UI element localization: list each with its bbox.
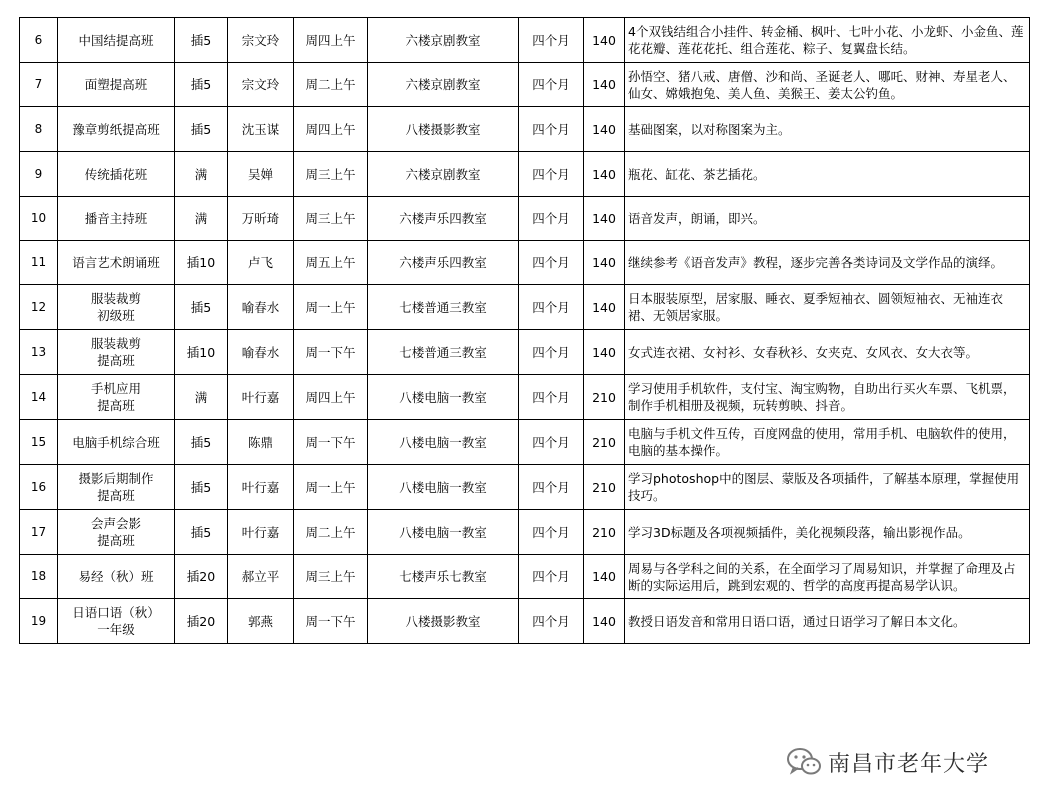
course-name-text: 服装裁剪 提高班: [90, 336, 141, 368]
teacher-name: 陈鼎: [228, 420, 294, 465]
classroom: 七楼普通三教室: [368, 330, 519, 375]
course-name-text: 服装裁剪 初级班: [90, 291, 141, 323]
teacher-name: 叶行嘉: [228, 510, 294, 555]
seat-status: 插5: [175, 510, 228, 555]
table-row: [20, 241, 1030, 285]
course-duration: 四个月: [519, 420, 584, 465]
course-name-text: 日语口语（秋） 一年级: [72, 605, 160, 637]
course-content: 周易与各学科之间的关系，在全面学习了周易知识，并掌握了命理及占断的实际运用后，跳到宏观的、哲学的高度再提高易学认识。: [625, 555, 1030, 599]
row-number: 11: [20, 241, 58, 285]
course-name-text: 传统插花班: [84, 166, 148, 182]
teacher-name: 郝立平: [228, 555, 294, 599]
row-number: 10: [20, 197, 58, 241]
class-time: 周三上午: [294, 555, 368, 599]
course-name-text: 中国结提高班: [78, 32, 154, 48]
course-fee: 140: [584, 241, 625, 285]
course-name: [58, 330, 175, 375]
class-time: 周一上午: [294, 465, 368, 510]
course-duration: 四个月: [519, 555, 584, 599]
course-duration: 四个月: [519, 510, 584, 555]
table-row: [20, 152, 1030, 197]
seat-status: 插5: [175, 107, 228, 152]
table-row: [20, 107, 1030, 152]
course-content: 学习photoshop中的图层、蒙版及各项插件，了解基本原理，掌握使用技巧。: [625, 465, 1030, 510]
course-fee: 140: [584, 107, 625, 152]
wechat-icon: [786, 747, 822, 777]
table-row: [20, 18, 1030, 63]
course-content: 继续参考《语音发声》教程，逐步完善各类诗词及文学作品的演绎。: [625, 241, 1030, 285]
teacher-name: 喻春水: [228, 330, 294, 375]
course-content: 瓶花、缸花、茶艺插花。: [625, 152, 1030, 197]
class-time: 周五上午: [294, 241, 368, 285]
course-fee: 140: [584, 599, 625, 644]
course-duration: 四个月: [519, 375, 584, 420]
course-content: 4个双钱结组合小挂件、转金桶、枫叶、七叶小花、小龙虾、小金鱼、莲花花瓣、莲花花托、组合莲花、粽子、复翼盘长结。: [625, 18, 1030, 63]
table-row: [20, 555, 1030, 599]
course-schedule-table: [19, 17, 1030, 644]
course-name-text: 豫章剪纸提高班: [72, 121, 160, 137]
class-time: 周三上午: [294, 197, 368, 241]
class-time: 周一下午: [294, 599, 368, 644]
classroom: 六楼声乐四教室: [368, 241, 519, 285]
teacher-name: 郭燕: [228, 599, 294, 644]
course-fee: 210: [584, 510, 625, 555]
class-time: 周一上午: [294, 285, 368, 330]
course-duration: 四个月: [519, 107, 584, 152]
course-fee: 140: [584, 330, 625, 375]
row-number: 19: [20, 599, 58, 644]
course-name-text: 播音主持班: [84, 211, 148, 226]
row-number: 16: [20, 465, 58, 510]
course-name: [58, 285, 175, 330]
row-number: 9: [20, 152, 58, 197]
course-content: 电脑与手机文件互传，百度网盘的使用，常用手机、电脑软件的使用，电脑的基本操作。: [625, 420, 1030, 465]
course-name: [58, 63, 175, 107]
seat-status: 插20: [175, 599, 228, 644]
course-content: 教授日语发音和常用日语口语，通过日语学习了解日本文化。: [625, 599, 1030, 644]
classroom: 八楼电脑一教室: [368, 510, 519, 555]
course-duration: 四个月: [519, 197, 584, 241]
course-content: 学习3D标题及各项视频插件，美化视频段落，输出影视作品。: [625, 510, 1030, 555]
teacher-name: 喻春水: [228, 285, 294, 330]
table-row: [20, 63, 1030, 107]
course-fee: 140: [584, 152, 625, 197]
teacher-name: 沈玉谋: [228, 107, 294, 152]
teacher-name: 宗文玲: [228, 63, 294, 107]
course-name: [58, 152, 175, 197]
course-fee: 210: [584, 420, 625, 465]
course-fee: 210: [584, 465, 625, 510]
row-number: 18: [20, 555, 58, 599]
course-duration: 四个月: [519, 285, 584, 330]
row-number: 8: [20, 107, 58, 152]
course-fee: 140: [584, 285, 625, 330]
class-time: 周二上午: [294, 510, 368, 555]
table-row: [20, 330, 1030, 375]
course-duration: 四个月: [519, 18, 584, 63]
course-name: [58, 375, 175, 420]
course-content: 孙悟空、猪八戒、唐僧、沙和尚、圣诞老人、哪吒、财神、寿星老人、仙女、嫦娥抱兔、美人鱼、美猴王、姜太公钓鱼。: [625, 63, 1030, 107]
class-time: 周一下午: [294, 330, 368, 375]
table-row: [20, 375, 1030, 420]
course-content: 学习使用手机软件，支付宝、淘宝购物，自助出行买火车票、飞机票，制作手机相册及视频，玩转剪映、抖音。: [625, 375, 1030, 420]
classroom: 八楼摄影教室: [368, 107, 519, 152]
class-time: 周四上午: [294, 375, 368, 420]
class-time: 周一下午: [294, 420, 368, 465]
table-row: [20, 599, 1030, 644]
course-name-text: 面塑提高班: [84, 77, 148, 92]
seat-status: 满: [175, 152, 228, 197]
course-fee: 140: [584, 63, 625, 107]
teacher-name: 叶行嘉: [228, 465, 294, 510]
course-name: [58, 420, 175, 465]
table-body: [20, 18, 1030, 644]
teacher-name: 吴婵: [228, 152, 294, 197]
seat-status: 插10: [175, 241, 228, 285]
classroom: 六楼京剧教室: [368, 152, 519, 197]
row-number: 17: [20, 510, 58, 555]
course-name-text: 摄影后期制作 提高班: [78, 471, 154, 503]
course-content: 女式连衣裙、女衬衫、女春秋衫、女夹克、女风衣、女大衣等。: [625, 330, 1030, 375]
teacher-name: 宗文玲: [228, 18, 294, 63]
classroom: 六楼京剧教室: [368, 63, 519, 107]
teacher-name: 万昕琦: [228, 197, 294, 241]
course-fee: 210: [584, 375, 625, 420]
course-fee: 140: [584, 18, 625, 63]
course-name-text: 易经（秋）班: [78, 569, 154, 584]
row-number: 6: [20, 18, 58, 63]
course-name: [58, 197, 175, 241]
seat-status: 插5: [175, 285, 228, 330]
course-name-text: 会声会影 提高班: [90, 516, 141, 548]
course-name: [58, 18, 175, 63]
watermark-text: 南昌市老年大学: [828, 751, 990, 777]
course-content: 日本服装原型，居家服、睡衣、夏季短袖衣、圆领短袖衣、无袖连衣裙、无领居家服。: [625, 285, 1030, 330]
seat-status: 满: [175, 375, 228, 420]
row-number: 12: [20, 285, 58, 330]
classroom: 八楼电脑一教室: [368, 465, 519, 510]
seat-status: 插5: [175, 465, 228, 510]
course-name: [58, 107, 175, 152]
course-content: 语音发声，朗诵，即兴。: [625, 197, 1030, 241]
course-fee: 140: [584, 555, 625, 599]
classroom: 八楼摄影教室: [368, 599, 519, 644]
table-row: [20, 510, 1030, 555]
course-duration: 四个月: [519, 152, 584, 197]
course-name: [58, 465, 175, 510]
class-time: 周四上午: [294, 107, 368, 152]
row-number: 13: [20, 330, 58, 375]
seat-status: 满: [175, 197, 228, 241]
course-name: [58, 599, 175, 644]
table-row: [20, 465, 1030, 510]
seat-status: 插20: [175, 555, 228, 599]
course-name: [58, 241, 175, 285]
row-number: 14: [20, 375, 58, 420]
class-time: 周三上午: [294, 152, 368, 197]
seat-status: 插5: [175, 63, 228, 107]
watermark: [786, 745, 989, 779]
class-time: 周二上午: [294, 63, 368, 107]
course-fee: 140: [584, 197, 625, 241]
course-duration: 四个月: [519, 465, 584, 510]
course-duration: 四个月: [519, 330, 584, 375]
teacher-name: 卢飞: [228, 241, 294, 285]
class-time: 周四上午: [294, 18, 368, 63]
course-duration: 四个月: [519, 241, 584, 285]
classroom: 八楼电脑一教室: [368, 420, 519, 465]
seat-status: 插5: [175, 420, 228, 465]
course-duration: 四个月: [519, 599, 584, 644]
classroom: 六楼声乐四教室: [368, 197, 519, 241]
table-row: [20, 420, 1030, 465]
classroom: 七楼声乐七教室: [368, 555, 519, 599]
seat-status: 插10: [175, 330, 228, 375]
course-content: 基础图案，以对称图案为主。: [625, 107, 1030, 152]
classroom: 六楼京剧教室: [368, 18, 519, 63]
teacher-name: 叶行嘉: [228, 375, 294, 420]
course-name-text: 手机应用 提高班: [90, 381, 141, 413]
table-row: [20, 197, 1030, 241]
course-name-text: 语言艺术朗诵班: [72, 255, 160, 270]
row-number: 7: [20, 63, 58, 107]
course-name: [58, 510, 175, 555]
course-name-text: 电脑手机综合班: [72, 434, 160, 450]
course-name: [58, 555, 175, 599]
table-row: [20, 285, 1030, 330]
course-duration: 四个月: [519, 63, 584, 107]
classroom: 八楼电脑一教室: [368, 375, 519, 420]
classroom: 七楼普通三教室: [368, 285, 519, 330]
row-number: 15: [20, 420, 58, 465]
seat-status: 插5: [175, 18, 228, 63]
